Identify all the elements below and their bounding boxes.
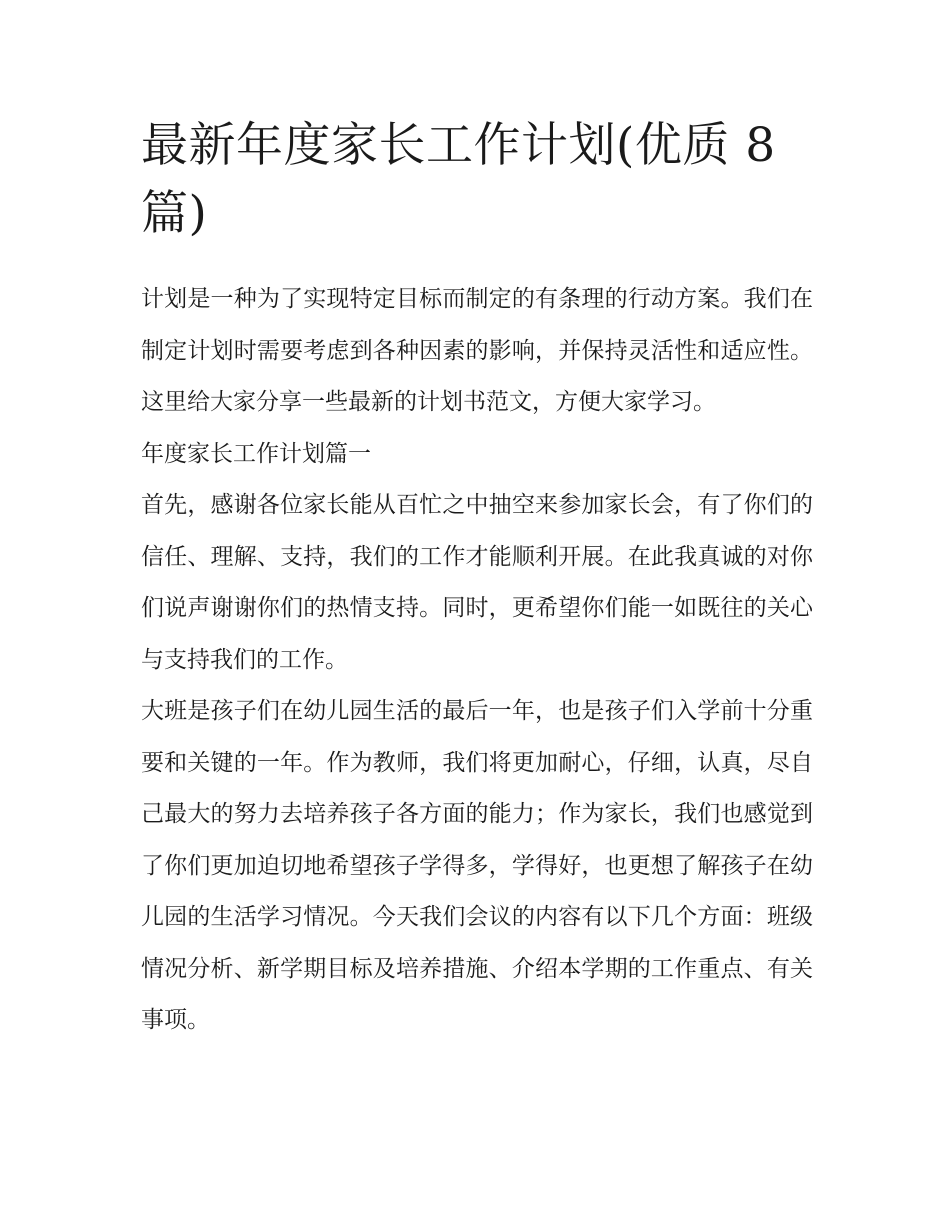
body-paragraph-1: 首先，感谢各位家长能从百忙之中抽空来参加家长会，有了你们的信任、理解、支持，我们的工作才能顺利开展。在此我真诚的对你们说声谢谢你们的热情支持。同时，更希望你们能一如既往的关心与支持我们的工作。 [141, 492, 813, 673]
section-heading: 年度家长工作计划篇一 [141, 440, 371, 467]
body-paragraph-2: 大班是孩子们在幼儿园生活的最后一年，也是孩子们入学前十分重要和关键的一年。作为教师，我们将更加耐心，仔细，认真，尽自己最大的努力去培养孩子各方面的能力；作为家长，我们也感觉到了你们更加迫切地希望孩子学得多，学得好，也更想了解孩子在幼儿园的生活学习情况。今天我们会议的内容有以下几个方面：班级情况分析、新学期目标及培养措施、介绍本学期的工作重点、有关事项。 [141, 698, 813, 1033]
document-title: 最新年度家长工作计划(优质 8 篇) [141, 118, 776, 241]
document-page [141, 112, 813, 1047]
intro-paragraph: 计划是一种为了实现特定目标而制定的有条理的行动方案。我们在制定计划时需要考虑到各种因素的影响，并保持灵活性和适应性。这里给大家分享一些最新的计划书范文，方便大家学习。 [141, 286, 813, 415]
